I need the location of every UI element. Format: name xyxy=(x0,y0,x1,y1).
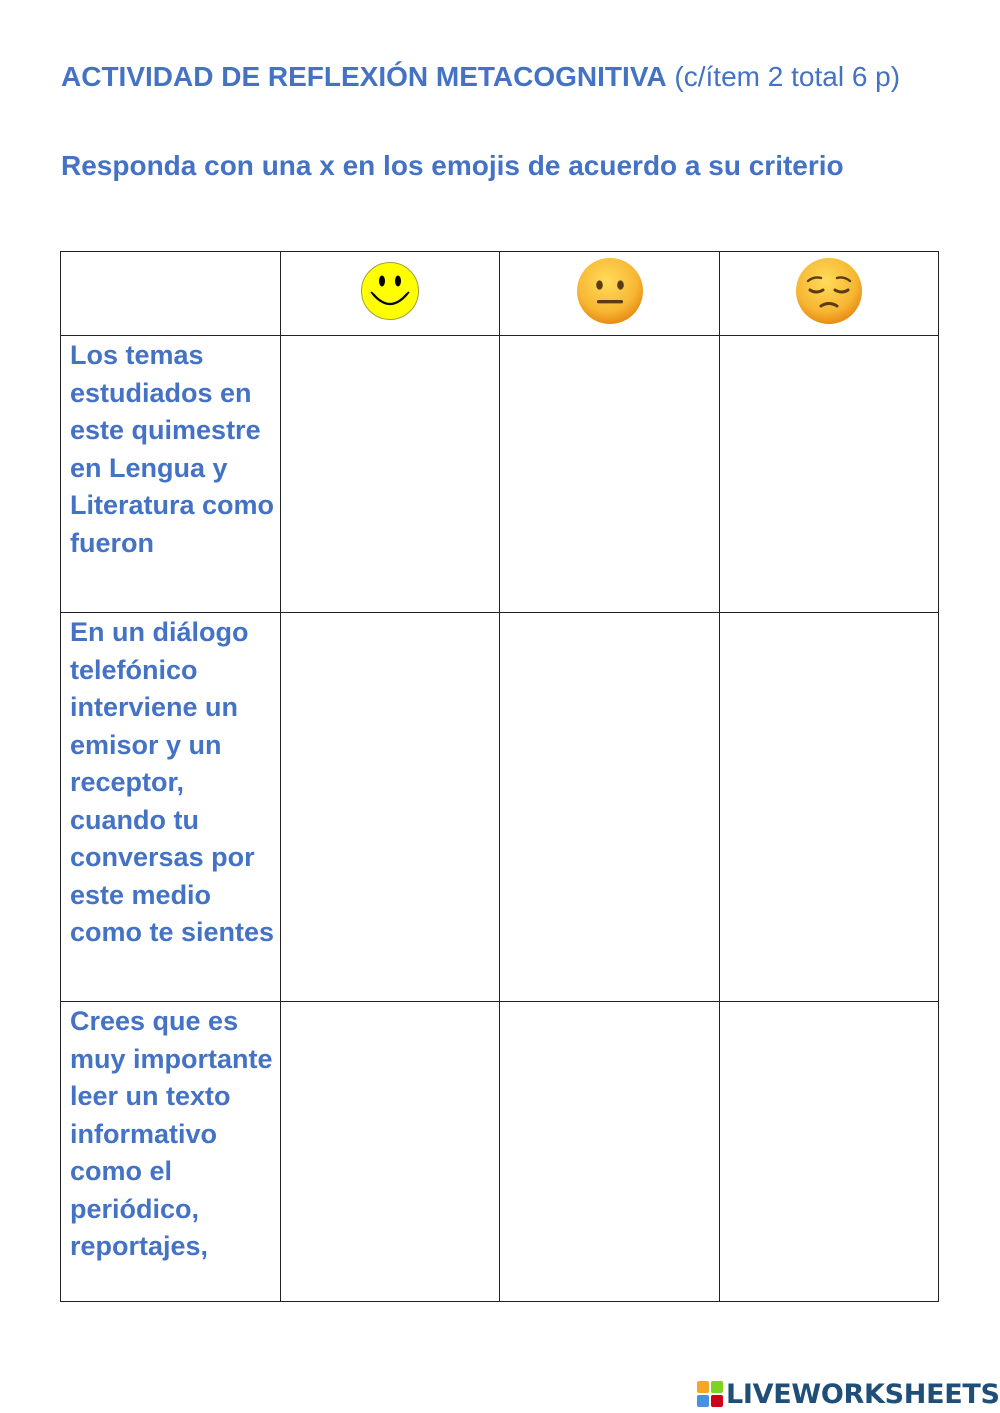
statement-text: Crees que es muy importante leer un texto informativo como el periódico, reportajes, xyxy=(70,1006,273,1261)
statement-text: Los temas estudiados en este quimestre en Lengua y Literatura como fueron xyxy=(70,340,275,558)
answer-cell-sad[interactable] xyxy=(719,336,938,613)
answer-cell-happy[interactable] xyxy=(281,1002,500,1302)
reflection-table xyxy=(60,251,939,1302)
activity-title-points: (c/ítem 2 total 6 p) xyxy=(666,61,901,92)
pensive-face-icon xyxy=(795,257,863,330)
header-happy-cell xyxy=(281,252,500,336)
statement-cell xyxy=(61,1002,281,1302)
header-empty-cell xyxy=(61,252,281,336)
smiley-face-icon xyxy=(360,261,420,326)
table-header-row xyxy=(61,252,939,336)
table-row xyxy=(61,613,939,1002)
table-row xyxy=(61,1002,939,1302)
statement-cell xyxy=(61,613,281,1002)
answer-cell-neutral[interactable] xyxy=(500,1002,719,1302)
answer-cell-neutral[interactable] xyxy=(500,336,719,613)
table-row xyxy=(61,336,939,613)
liveworksheets-brand: LIVEWORKSHEETS xyxy=(726,1378,1000,1410)
statement-cell xyxy=(61,336,281,613)
liveworksheets-logo-icon xyxy=(697,1381,723,1407)
liveworksheets-logo xyxy=(697,1378,1000,1410)
answer-cell-neutral[interactable] xyxy=(500,613,719,1002)
answer-cell-happy[interactable] xyxy=(281,613,500,1002)
answer-cell-sad[interactable] xyxy=(719,1002,938,1302)
activity-title xyxy=(61,58,951,96)
neutral-face-icon xyxy=(576,257,644,330)
answer-cell-sad[interactable] xyxy=(719,613,938,1002)
activity-title-bold: ACTIVIDAD DE REFLEXIÓN METACOGNITIVA xyxy=(61,61,667,92)
statement-text: En un diálogo telefónico interviene un emisor y un receptor, cuando tu conversas por este medio como te sientes xyxy=(70,617,275,947)
answer-cell-happy[interactable] xyxy=(281,336,500,613)
header-sad-cell xyxy=(719,252,938,336)
instruction-text: Responda con una x en los emojis de acuerdo a su criterio xyxy=(61,150,844,181)
header-neutral-cell xyxy=(500,252,719,336)
